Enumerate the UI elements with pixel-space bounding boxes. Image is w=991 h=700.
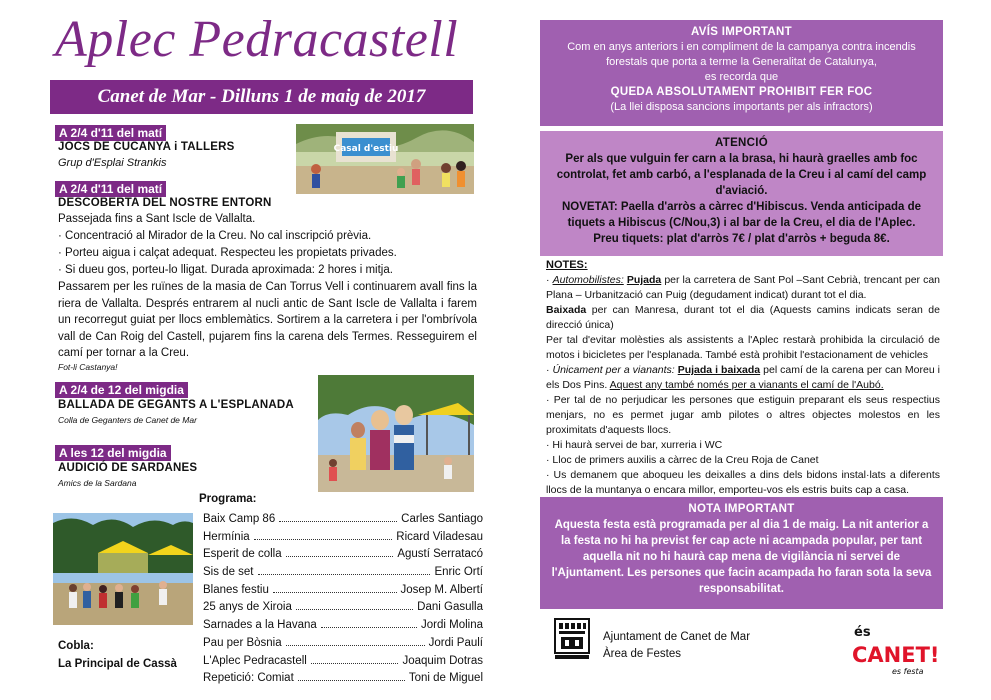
date-banner: Canet de Mar - Dilluns 1 de maig de 2017 xyxy=(50,80,473,114)
composer-name: Agustí Serratacó xyxy=(397,548,483,561)
event-organizer: Fot-li Castanya! xyxy=(58,362,118,372)
leader-dots xyxy=(296,601,413,610)
leader-dots xyxy=(258,566,431,575)
event-line: · Concentració al Mirador de la Creu. No cal inscripció prèvia. xyxy=(58,230,372,242)
event-line: Passejada fins a Sant Iscle de Vallalta. xyxy=(58,213,256,225)
program-item xyxy=(203,637,483,655)
leader-dots xyxy=(254,531,393,540)
leader-dots xyxy=(279,513,397,522)
sardana-name: Repetició: Comiat xyxy=(203,672,294,685)
event-organizer: Grup d'Esplai Strankis xyxy=(58,157,167,169)
sardana-name: 25 anys de Xiroia xyxy=(203,601,292,614)
photo-sign: Casal d'estiu xyxy=(333,144,399,154)
program-item xyxy=(203,584,483,602)
note-baixada: Baixada per can Manresa, durant tot el dia (Aquests camins indicats seran de direcció única) xyxy=(546,304,940,331)
avis-text: Com en anys anteriors i en compliment de la campanya contra incendis forestals que porta a terme la Generalitat de Catalunya, xyxy=(567,41,916,68)
atencio-box xyxy=(540,131,943,256)
event-time: A les 12 del migdia xyxy=(55,445,171,461)
sardana-name: Blanes festiu xyxy=(203,583,269,596)
ajuntament-name: Ajuntament de Canet de Mar xyxy=(603,631,751,643)
leader-dots xyxy=(298,672,405,681)
note-molesties: Per tal d'evitar molèsties als assistents a l'Aplec restarà prohibida la circulació de motos i bicicletes per l'esplanada. També està prohibit l'estacionament de vehicles xyxy=(546,334,940,361)
atencio-heading: ATENCIÓ xyxy=(715,137,768,149)
leader-dots xyxy=(286,637,425,646)
composer-name: Jordi Molina xyxy=(421,619,483,632)
sardana-name: Hermínia xyxy=(203,530,250,543)
sardana-name: L'Aplec Pedracastell xyxy=(203,654,307,667)
leader-dots xyxy=(286,548,394,557)
program-list xyxy=(203,513,483,690)
program-item xyxy=(203,531,483,549)
event-organizer: Colla de Geganters de Canet de Mar xyxy=(58,415,197,425)
note-auxili: · Lloc de primers auxilis a càrrec de la Creu Roja de Canet xyxy=(546,454,819,466)
leader-dots xyxy=(273,584,397,593)
cobla-name: La Principal de Cassà xyxy=(58,658,177,670)
avis-heading: AVÍS IMPORTANT xyxy=(691,26,792,38)
program-item xyxy=(203,548,483,566)
event-title: DESCOBERTA DEL NOSTRE ENTORN xyxy=(58,197,272,209)
composer-name: Jordi Paulí xyxy=(428,636,483,649)
notes-section xyxy=(546,258,940,498)
composer-name: Ricard Viladesau xyxy=(396,530,483,543)
event-title: BALLADA DE GEGANTS A L'ESPLANADA xyxy=(58,399,294,411)
event-title: AUDICIÓ DE SARDANES xyxy=(58,462,198,474)
event-time: A 2/4 d'11 del matí xyxy=(55,181,166,197)
note-vianants: · Únicament per a vianants: Pujada i baixada pel camí de la carena per can Moreu i els Dos Pins. Aquest any també només per a vianants el camí de l'Aubó. xyxy=(546,364,940,391)
note-bar: · Hi haurà servei de bar, xurreria i WC xyxy=(546,439,723,451)
notes-heading: NOTES: xyxy=(546,259,588,271)
program-item xyxy=(203,513,483,531)
leader-dots xyxy=(321,619,417,628)
composer-name: Josep M. Albertí xyxy=(400,583,483,596)
note-jocs: · Per tal de no perjudicar les persones que estiguin preparant els seus respectius menjars, no es permet jugar amb pilotes o altres objectes molestos en les proximitats d'aquests llocs. xyxy=(546,394,940,436)
composer-name: Toni de Miguel xyxy=(408,672,483,685)
avis-text2: es recorda que xyxy=(704,71,779,83)
event-time: A 2/4 de 12 del migdia xyxy=(55,382,188,398)
composer-name: Joaquim Dotras xyxy=(402,654,483,667)
atencio-text: Per als que vulguin fer carn a la brasa, hi haurà graelles amb foc controlat, fet amb carbó, a l'esplanada de la Creu i al camí del camp d'aviació. xyxy=(556,153,927,197)
event-time: A 2/4 d'11 del matí xyxy=(55,125,166,141)
svg-text:CANET!: CANET! xyxy=(852,643,940,667)
area-name: Àrea de Festes xyxy=(603,648,681,660)
sardana-name: Pau per Bòsnia xyxy=(203,636,282,649)
sardana-name: Sis de set xyxy=(203,566,254,579)
avis-note: (La llei disposa sancions importants per als infractors) xyxy=(610,101,873,113)
svg-text:és: és xyxy=(854,625,871,640)
sardana-name: Baix Camp 86 xyxy=(203,513,276,525)
composer-name: Dani Gasulla xyxy=(417,601,483,614)
event-line: · Si dueu gos, porteu-lo lligat. Durada aproximada: 2 hores i mitja. xyxy=(58,264,393,276)
program-item xyxy=(203,619,483,637)
program-title: Programa: xyxy=(199,493,257,505)
sardana-name: Esperit de colla xyxy=(203,548,282,561)
leader-dots xyxy=(311,655,399,664)
note-automobilistes: · Automobilistes: Pujada per la carretera de Sant Pol –Sant Cebrià, trencant per can Plana – Urbanització can Puig (degudament indicat) durant tot el dia. xyxy=(546,274,941,301)
ajuntament-crest-icon xyxy=(553,617,591,661)
avis-important-box xyxy=(540,20,943,126)
sardanes-photo xyxy=(53,513,193,625)
gegants-photo xyxy=(318,375,474,492)
nota-heading: NOTA IMPORTANT xyxy=(688,503,795,515)
es-canet-logo xyxy=(850,622,940,678)
nota-important-box xyxy=(540,497,943,609)
cucanya-photo xyxy=(296,124,474,194)
cobla-label: Cobla: xyxy=(58,640,94,652)
atencio-preus: Preu tiquets: plat d'arròs 7€ / plat d'arròs + beguda 8€. xyxy=(593,233,890,245)
nota-text: Aquesta festa està programada per al dia 1 de maig. La nit anterior a la festa no hi ha previst fer cap acte ni acampada popular, per tant aquella nit no hi haurà cap mena de vigilància ni servei de l'Ajuntament. Les persones que facin acampada ho faran sota la seva responsabilitat. xyxy=(551,519,932,595)
program-item xyxy=(203,655,483,673)
svg-text:es festa: es festa xyxy=(892,667,924,676)
composer-name: Carles Santiago xyxy=(401,513,483,525)
event-description: Passarem per les ruïnes de la masia de Can Torrus Vell i continuarem avall fins la riera de Vallalta. Després entrarem al nucli antic de Sant Iscle de Vallalta i farem un recorregut guiat per llocs emblemàtics. Sortirem a la carretera i per l'ombrívola vall de Can Roig del Castell, pujarem fins la carena dels Termes. Resseguirem el camí per tornar a la Creu. xyxy=(58,281,477,359)
atencio-novetat: NOVETAT: Paella d'arròs a càrrec d'Hibiscus. Venda anticipada de tiquets a Hibiscus (C/Nou,3) i al bar de la Creu, el dia de l'Aplec. xyxy=(561,201,922,229)
note-deixalles: · Us demanem que aboqueu les deixalles a dins dels bidons instal·lats a diferents llocs de la muntanya o encara millor, emporteu-vos els estris buits cap a casa. xyxy=(546,469,940,496)
program-item xyxy=(203,672,483,690)
program-item xyxy=(203,601,483,619)
sardana-name: Sarnades a la Havana xyxy=(203,619,317,632)
event-organizer: Amics de la Sardana xyxy=(58,478,137,488)
composer-name: Enric Ortí xyxy=(434,566,483,579)
event-line: · Porteu aigua i calçat adequat. Respecteu les propietats privades. xyxy=(58,247,397,259)
page-title: Aplec Pedracastell xyxy=(55,11,459,68)
event-title: JOCS DE CUCANYA i TALLERS xyxy=(58,141,235,153)
avis-prohibition: QUEDA ABSOLUTAMENT PROHIBIT FER FOC xyxy=(610,86,873,98)
program-item xyxy=(203,566,483,584)
